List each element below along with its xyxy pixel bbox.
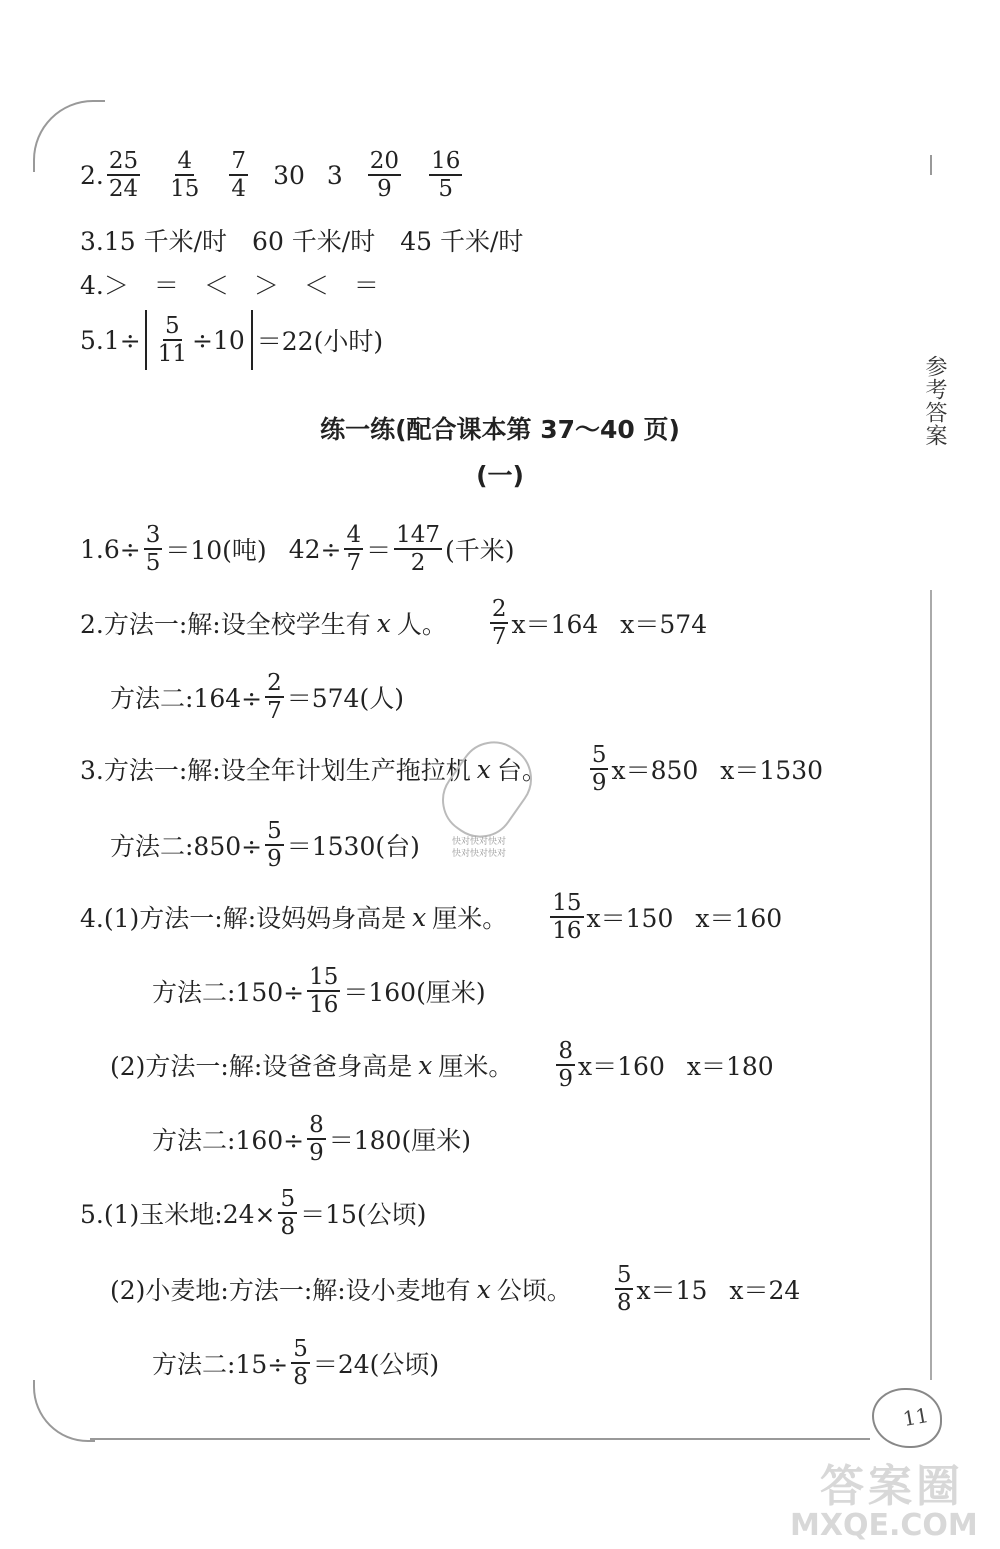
side-label: 参考答案 [922, 355, 947, 447]
question-3-method-1: 3.方法一:解:设全年计划生产拖拉机 x 台。 $\frac{5}{9}$ x＝850 x＝1530 [80, 742, 824, 796]
fraction: $\frac{20}{9}$ [369, 148, 400, 202]
fraction: $\frac{25}{24}$ [108, 148, 139, 202]
page-frame-tick [930, 155, 932, 175]
fraction: $\frac{7}{4}$ [231, 148, 247, 202]
page-frame-corner-bottom [33, 1380, 95, 1442]
question-2-method-2: 方法二:164÷ $\frac{2}{7}$ ＝574(人) [110, 670, 404, 724]
page-number: 11 [901, 1402, 931, 1432]
value: 3 [326, 160, 343, 190]
question-2-method-1: 2.方法一:解:设全校学生有 x 人。 $\frac{2}{7}$ x＝164 x＝574 [80, 596, 708, 650]
sub-title: (一) [476, 461, 524, 490]
answer-2 [80, 148, 465, 202]
answer-number: 2. [80, 160, 104, 190]
page-frame-bottom [90, 1438, 870, 1440]
watermark-text: 快对快对快对 快对快对快对 [452, 837, 507, 859]
question-4-1-method-2: 方法二:150÷ $\frac{15}{16}$ ＝160(厘米) [152, 964, 486, 1018]
question-3-method-2: 方法二:850÷ $\frac{5}{9}$ ＝1530(台) [110, 818, 420, 872]
fraction: $\frac{16}{5}$ [431, 148, 461, 202]
question-5-1: 5.(1)玉米地:24× $\frac{5}{8}$ ＝15(公顷) [80, 1186, 427, 1240]
section-title: 练一练(配合课本第 37～40 页) [320, 415, 680, 444]
question-1: 1.6÷ $\frac{3}{5}$ ＝10(吨) 42÷ $\frac{4}{7}$ ＝ $\frac{147}{2}$ (千米) [80, 522, 515, 576]
question-4-2-method-2: 方法二:160÷ $\frac{8}{9}$ ＝180(厘米) [152, 1112, 471, 1166]
site-logo: 答案圈 [820, 1461, 964, 1512]
answer-3: 3.15 千米/时 60 千米/时 45 千米/时 [80, 227, 524, 256]
value: 30 [273, 160, 305, 190]
bracket-expression: $\frac{5}{11}$ ÷10 [145, 310, 253, 370]
question-5-2-method-2: 方法二:15÷ $\frac{5}{8}$ ＝24(公顷) [152, 1336, 440, 1390]
question-5-2-method-1: (2)小麦地:方法一:解:设小麦地有 x 公顷。 $\frac{5}{8}$ x＝15 x＝24 [110, 1262, 801, 1316]
fraction: $\frac{4}{15}$ [170, 148, 200, 202]
question-4-1-method-1: 4.(1)方法一:解:设妈妈身高是 x 厘米。 $\frac{15}{16}$ x＝150 x＝160 [80, 890, 783, 944]
page-frame-right [930, 590, 932, 1380]
answer-5: 5.1÷ $\frac{5}{11}$ ÷10 ＝22(小时) [80, 310, 383, 370]
answer-4: 4.＞ ＝ ＜ ＞ ＜ ＝ [80, 271, 379, 300]
question-4-2-method-1: (2)方法一:解:设爸爸身高是 x 厘米。 $\frac{8}{9}$ x＝160 x＝180 [110, 1038, 774, 1092]
site-url: MXQE.COM [790, 1508, 978, 1543]
